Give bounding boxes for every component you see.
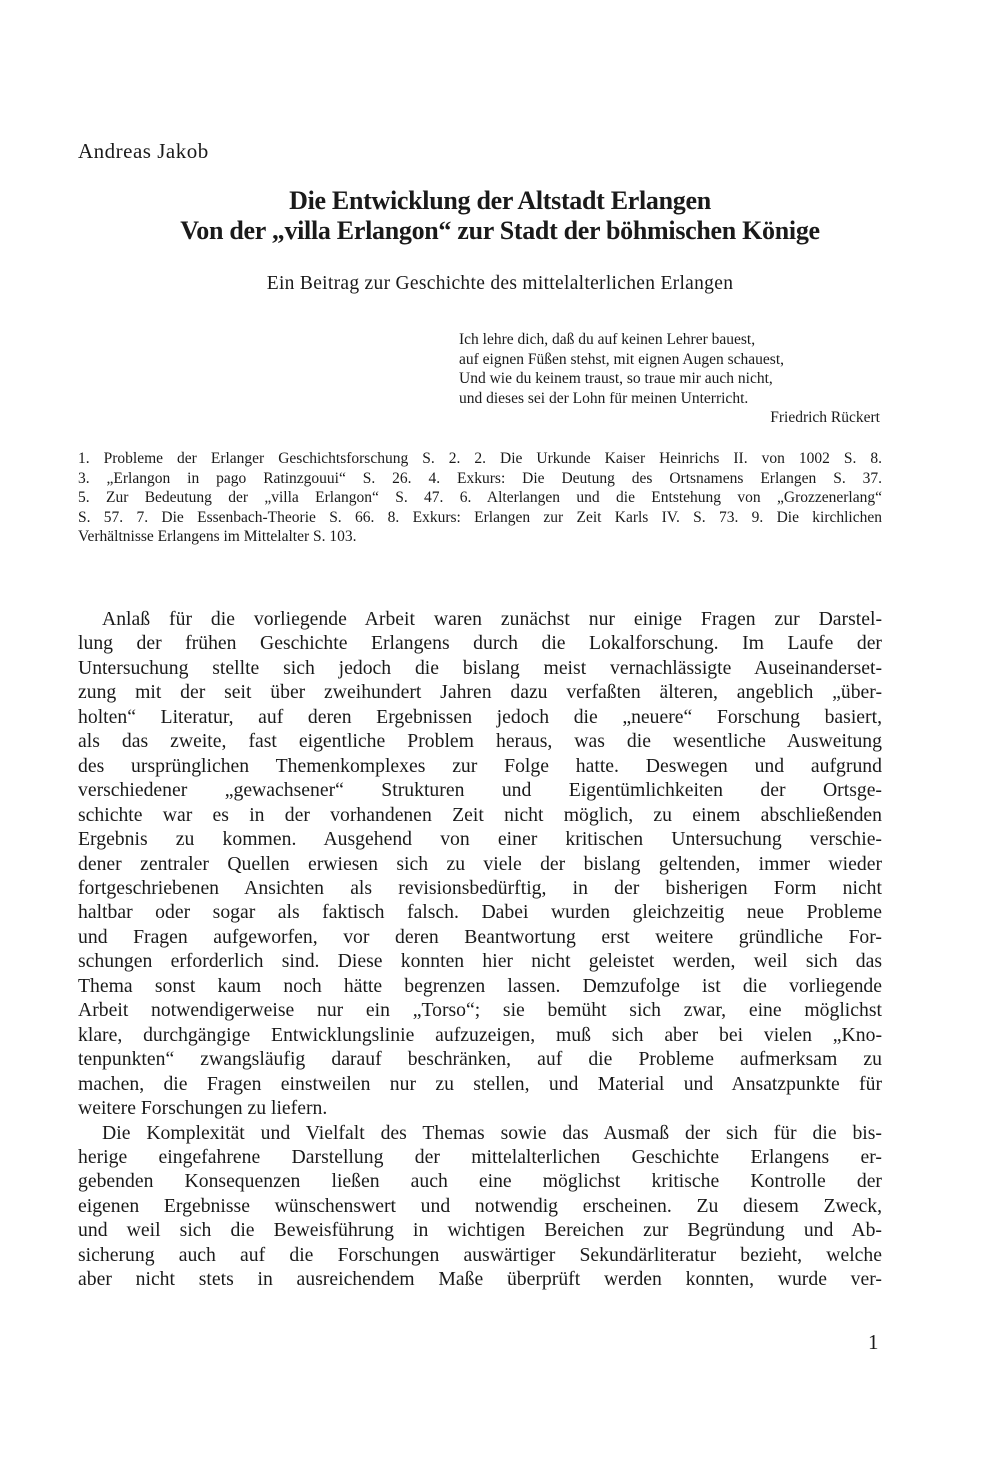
epigraph-attribution: Friedrich Rückert <box>770 409 880 427</box>
article-title <box>0 186 1000 246</box>
body-text <box>78 607 882 1292</box>
body-line: gebenden Konsequenzen ließen auch eine möglichst kritische Kontrolle der <box>78 1170 882 1193</box>
author-name: Andreas Jakob <box>78 139 209 163</box>
body-line: klare, durchgängige Entwicklungslinie aufzuzeigen, muß sich aber bei vielen „Kno- <box>78 1023 882 1046</box>
epigraph-line: Ich lehre dich, daß du auf keinen Lehrer bauest, <box>459 331 756 348</box>
body-line: Thema sonst kaum noch hätte begrenzen lassen. Demzufolge ist die vorliegende <box>78 974 882 997</box>
article-subtitle: Ein Beitrag zur Geschichte des mittelalterlichen Erlangen <box>266 273 734 294</box>
epigraph-line: und dieses sei der Lohn für meinen Unterricht. <box>459 389 749 407</box>
body-line: Anlaß für die vorliegende Arbeit waren zunächst nur einige Fragen zur Darstel- <box>102 608 882 630</box>
body-line: haltbar oder sogar als faktisch falsch. Dabei wurden gleichzeitig neue Probleme <box>78 901 882 924</box>
toc-line: 1. Probleme der Erlanger Geschichtsforschung S. 2. 2. Die Urkunde Kaiser Heinrichs II. von 1002 S. 8. <box>78 450 882 467</box>
body-line: und weil sich die Beweisführung in wichtigen Bereichen zur Begründung und Ab- <box>78 1219 882 1242</box>
body-line: schungen erforderlich sind. Diese konnten hier nicht geleistet werden, weil sich das <box>78 950 882 973</box>
toc-line: 3. „Erlangon in pago Ratinzgouui“ S. 26. 4. Exkurs: Die Deutung des Ortsnamens Erlangen S. 37. <box>78 469 882 487</box>
body-line: Die Komplexität und Vielfalt des Themas sowie das Ausmaß der sich für die bis- <box>102 1121 882 1144</box>
epigraph <box>459 330 883 428</box>
body-line: machen, die Fragen einstweilen nur zu stellen, und Material und Ansatzpunkte für <box>78 1072 882 1095</box>
table-of-contents <box>78 449 882 547</box>
body-line: holten“ Literatur, auf deren Ergebnissen jedoch die „neuere“ Forschung basiert, <box>78 705 882 728</box>
body-line: als das zweite, fast eigentliche Problem heraus, was die wesentliche Ausweitung <box>78 730 882 753</box>
toc-line: S. 57. 7. Die Essenbach-Theorie S. 66. 8. Exkurs: Erlangen zur Zeit Karls IV. S. 73. 9. Die kirchlichen <box>78 508 882 526</box>
body-line: Arbeit notwendigerweise nur ein „Torso“; sie bemüht sich zwar, eine möglichst <box>78 999 882 1022</box>
title-line-1: Die Entwicklung der Altstadt Erlangen <box>289 186 711 215</box>
body-line: und Fragen aufgeworfen, vor deren Beantwortung erst weitere gründliche For- <box>78 925 882 948</box>
body-line: Untersuchung stellte sich jedoch die bislang meist vernachlässigte Auseinanderset- <box>78 656 882 679</box>
epigraph-line: Und wie du keinem traust, so traue mir auch nicht, <box>459 370 773 388</box>
title-line-2: Von der „villa Erlangon“ zur Stadt der böhmischen Könige <box>180 216 820 245</box>
body-line: lung der frühen Geschichte Erlangens durch die Lokalforschung. Im Laufe der <box>78 632 882 655</box>
epigraph-line: auf eignen Füßen stehst, mit eignen Augen schauest, <box>459 350 785 368</box>
body-line: tenpunkten“ zwangsläufig darauf beschränken, auf die Probleme aufmerksam zu <box>78 1048 882 1071</box>
body-line: verschiedener „gewachsener“ Strukturen und Eigentümlichkeiten der Ortsge- <box>78 779 882 802</box>
body-line: weitere Forschungen zu liefern. <box>78 1097 328 1120</box>
body-line: schichte war es in der vorhandenen Zeit nicht möglich, zu einem abschließenden <box>78 803 882 826</box>
body-line: fortgeschriebenen Ansichten als revisionsbedürftig, in der bisherigen Form nicht <box>78 876 882 899</box>
body-line: dener zentraler Quellen erwiesen sich zu viele der bislang geltenden, immer wieder <box>78 852 882 875</box>
page-number: 1 <box>868 1330 879 1354</box>
body-line: sicherung auch auf die Forschungen auswärtiger Sekundärliteratur bezieht, welche <box>78 1243 882 1266</box>
body-line: aber nicht stets in ausreichendem Maße überprüft werden konnten, wurde ver- <box>78 1268 882 1291</box>
body-line: herige eingefahrene Darstellung der mittelalterlichen Geschichte Erlangens er- <box>78 1145 882 1168</box>
toc-line: Verhältnisse Erlangens im Mittelalter S. 103. <box>78 528 357 546</box>
body-line: des ursprünglichen Themenkomplexes zur Folge hatte. Deswegen und aufgrund <box>78 754 882 777</box>
body-line: Ergebnis zu kommen. Ausgehend von einer kritischen Untersuchung verschie- <box>78 828 882 851</box>
body-line: zung mit der seit über zweihundert Jahren dazu verfaßten älteren, angeblich „über- <box>78 681 882 704</box>
toc-line: 5. Zur Bedeutung der „villa Erlangon“ S. 47. 6. Alterlangen und die Entstehung von „Grozzenerlang“ <box>78 489 882 507</box>
body-line: eigenen Ergebnisse wünschenswert und notwendig erscheinen. Zu diesem Zweck, <box>78 1194 882 1217</box>
